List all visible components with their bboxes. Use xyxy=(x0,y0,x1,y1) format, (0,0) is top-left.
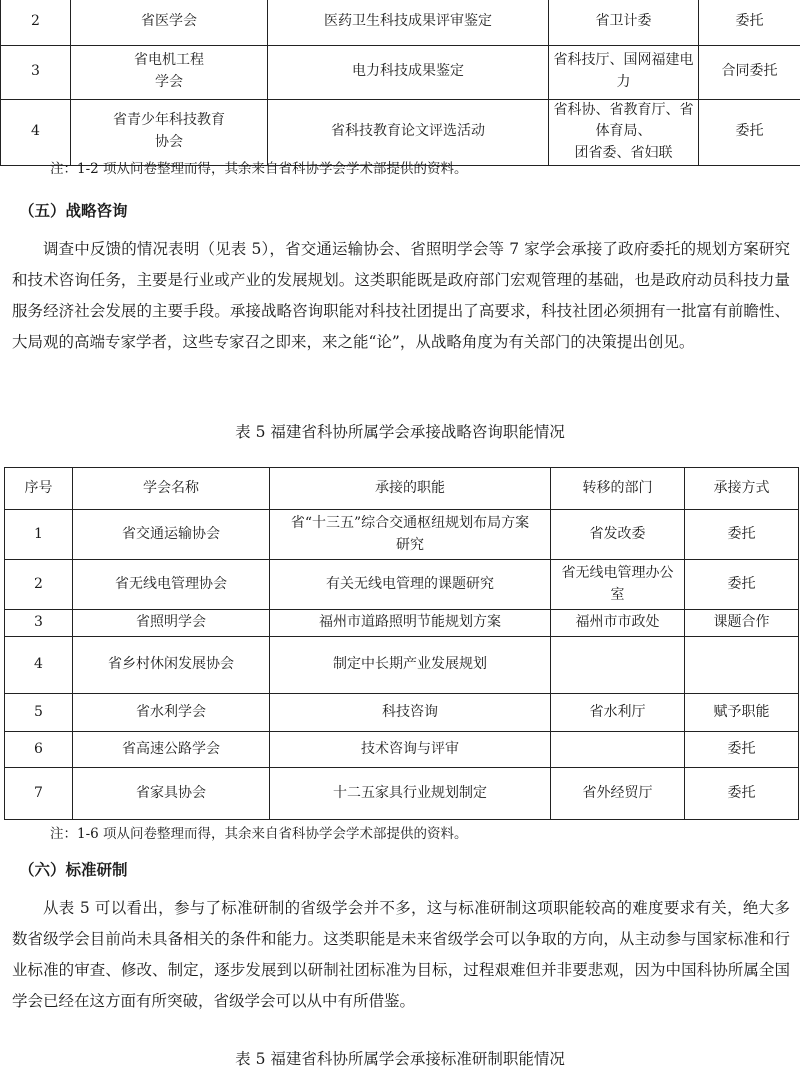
table-caption-strategy: 表 5 福建省科协所属学会承接战略咨询职能情况 xyxy=(235,423,565,441)
cell-society: 省青少年科技教育 协会 xyxy=(71,99,268,165)
cell-no: 2 xyxy=(5,560,73,610)
table-row xyxy=(5,560,799,610)
table-row xyxy=(5,768,799,820)
cell-society: 省照明学会 xyxy=(73,610,270,637)
cell-society: 省交通运输协会 xyxy=(73,510,270,560)
cell-department: 省水利厅 xyxy=(551,694,685,732)
cell-function: 电力科技成果鉴定 xyxy=(268,45,549,99)
cell-method: 委托 xyxy=(685,768,799,820)
table-top-note: 注：1-2 项从问卷整理而得，其余来自省科协学会学术部提供的资料。 xyxy=(50,161,468,177)
table-row xyxy=(5,694,799,732)
section-paragraph-standards: 从表 5 可以看出，参与了标准研制的省级学会并不多，这与标准研制这项职能较高的难度要求有关，绝大多数省级学会目前尚未具备相关的条件和能力。这类职能是未来省级学会可以争取的方向，从主动参与国家标准和行业标准的审查、修改、制定，逐步发展到以研制社团标准为目标，过程艰难但并非要悲观，因为中国科协所属全国学会已经在这方面有所突破，省级学会可以从中有所借鉴。 xyxy=(12,899,790,1010)
cell-function: 省科技教育论文评选活动 xyxy=(268,99,549,165)
header-no: 序号 xyxy=(5,468,73,510)
cell-method: 委托 xyxy=(699,99,800,165)
cell-function: 医药卫生科技成果评审鉴定 xyxy=(268,0,549,45)
cell-no: 3 xyxy=(1,45,71,99)
section-heading-standards: （六）标准研制 xyxy=(19,861,128,879)
cell-method: 课题合作 xyxy=(685,610,799,637)
cell-no: 7 xyxy=(5,768,73,820)
cell-no: 6 xyxy=(5,732,73,768)
cell-society: 省乡村休闲发展协会 xyxy=(73,637,270,694)
cell-no: 4 xyxy=(5,637,73,694)
cell-function: 十二五家具行业规划制定 xyxy=(270,768,551,820)
table-strategy-note: 注：1-6 项从问卷整理而得，其余来自省科协学会学术部提供的资料。 xyxy=(50,826,468,842)
cell-society: 省水利学会 xyxy=(73,694,270,732)
table-strategy xyxy=(4,467,799,820)
cell-department xyxy=(551,637,685,694)
cell-department: 省无线电管理办公 室 xyxy=(551,560,685,610)
table-row xyxy=(1,99,800,165)
cell-society: 省电机工程 学会 xyxy=(71,45,268,99)
cell-method: 合同委托 xyxy=(699,45,800,99)
cell-no: 1 xyxy=(5,510,73,560)
cell-department: 省卫计委 xyxy=(549,0,699,45)
cell-department: 省科技厅、国网福建电力 xyxy=(549,45,699,99)
table-row xyxy=(5,732,799,768)
header-society: 学会名称 xyxy=(73,468,270,510)
cell-no: 3 xyxy=(5,610,73,637)
header-method: 承接方式 xyxy=(685,468,799,510)
cell-department: 省发改委 xyxy=(551,510,685,560)
header-function: 承接的职能 xyxy=(270,468,551,510)
section-heading-strategy: （五）战略咨询 xyxy=(19,202,128,220)
table-caption-standards: 表 5 福建省科协所属学会承接标准研制职能情况 xyxy=(235,1050,565,1068)
cell-society: 省高速公路学会 xyxy=(73,732,270,768)
table-row xyxy=(5,610,799,637)
cell-function: 技术咨询与评审 xyxy=(270,732,551,768)
cell-method: 委托 xyxy=(685,732,799,768)
cell-method xyxy=(685,637,799,694)
cell-no: 4 xyxy=(1,99,71,165)
cell-method: 赋予职能 xyxy=(685,694,799,732)
cell-function: 福州市道路照明节能规划方案 xyxy=(270,610,551,637)
cell-no: 2 xyxy=(1,0,71,45)
cell-method: 委托 xyxy=(699,0,800,45)
cell-department: 福州市市政处 xyxy=(551,610,685,637)
table-row xyxy=(1,45,800,99)
table-row xyxy=(5,510,799,560)
cell-function: 省“十三五”综合交通枢纽规划布局方案 研究 xyxy=(270,510,551,560)
cell-function: 有关无线电管理的课题研究 xyxy=(270,560,551,610)
cell-department: 省科协、省教育厅、省体育局、 团省委、省妇联 xyxy=(549,99,699,165)
table-row xyxy=(5,637,799,694)
cell-society: 省医学会 xyxy=(71,0,268,45)
cell-method: 委托 xyxy=(685,560,799,610)
table-header-row xyxy=(5,468,799,510)
table-top xyxy=(0,0,800,166)
section-paragraph-strategy: 调查中反馈的情况表明（见表 5），省交通运输协会、省照明学会等 7 家学会承接了政府委托的规划方案研究和技术咨询任务，主要是行业或产业的发展规划。这类职能既是政府部门宏观管理的基础，也是政府动员科技力量服务经济社会发展的主要手段。承接战略咨询职能对科技社团提出了高要求，科技社团必须拥有一批富有前瞻性、大局观的高端专家学者，这些专家召之即来，来之能“论”，从战略角度为有关部门的决策提出创见。 xyxy=(12,240,790,351)
cell-method: 委托 xyxy=(685,510,799,560)
cell-function: 制定中长期产业发展规划 xyxy=(270,637,551,694)
header-department: 转移的部门 xyxy=(551,468,685,510)
cell-society: 省家具协会 xyxy=(73,768,270,820)
cell-function: 科技咨询 xyxy=(270,694,551,732)
table-row xyxy=(1,0,800,45)
cell-no: 5 xyxy=(5,694,73,732)
cell-department xyxy=(551,732,685,768)
cell-department: 省外经贸厅 xyxy=(551,768,685,820)
cell-society: 省无线电管理协会 xyxy=(73,560,270,610)
